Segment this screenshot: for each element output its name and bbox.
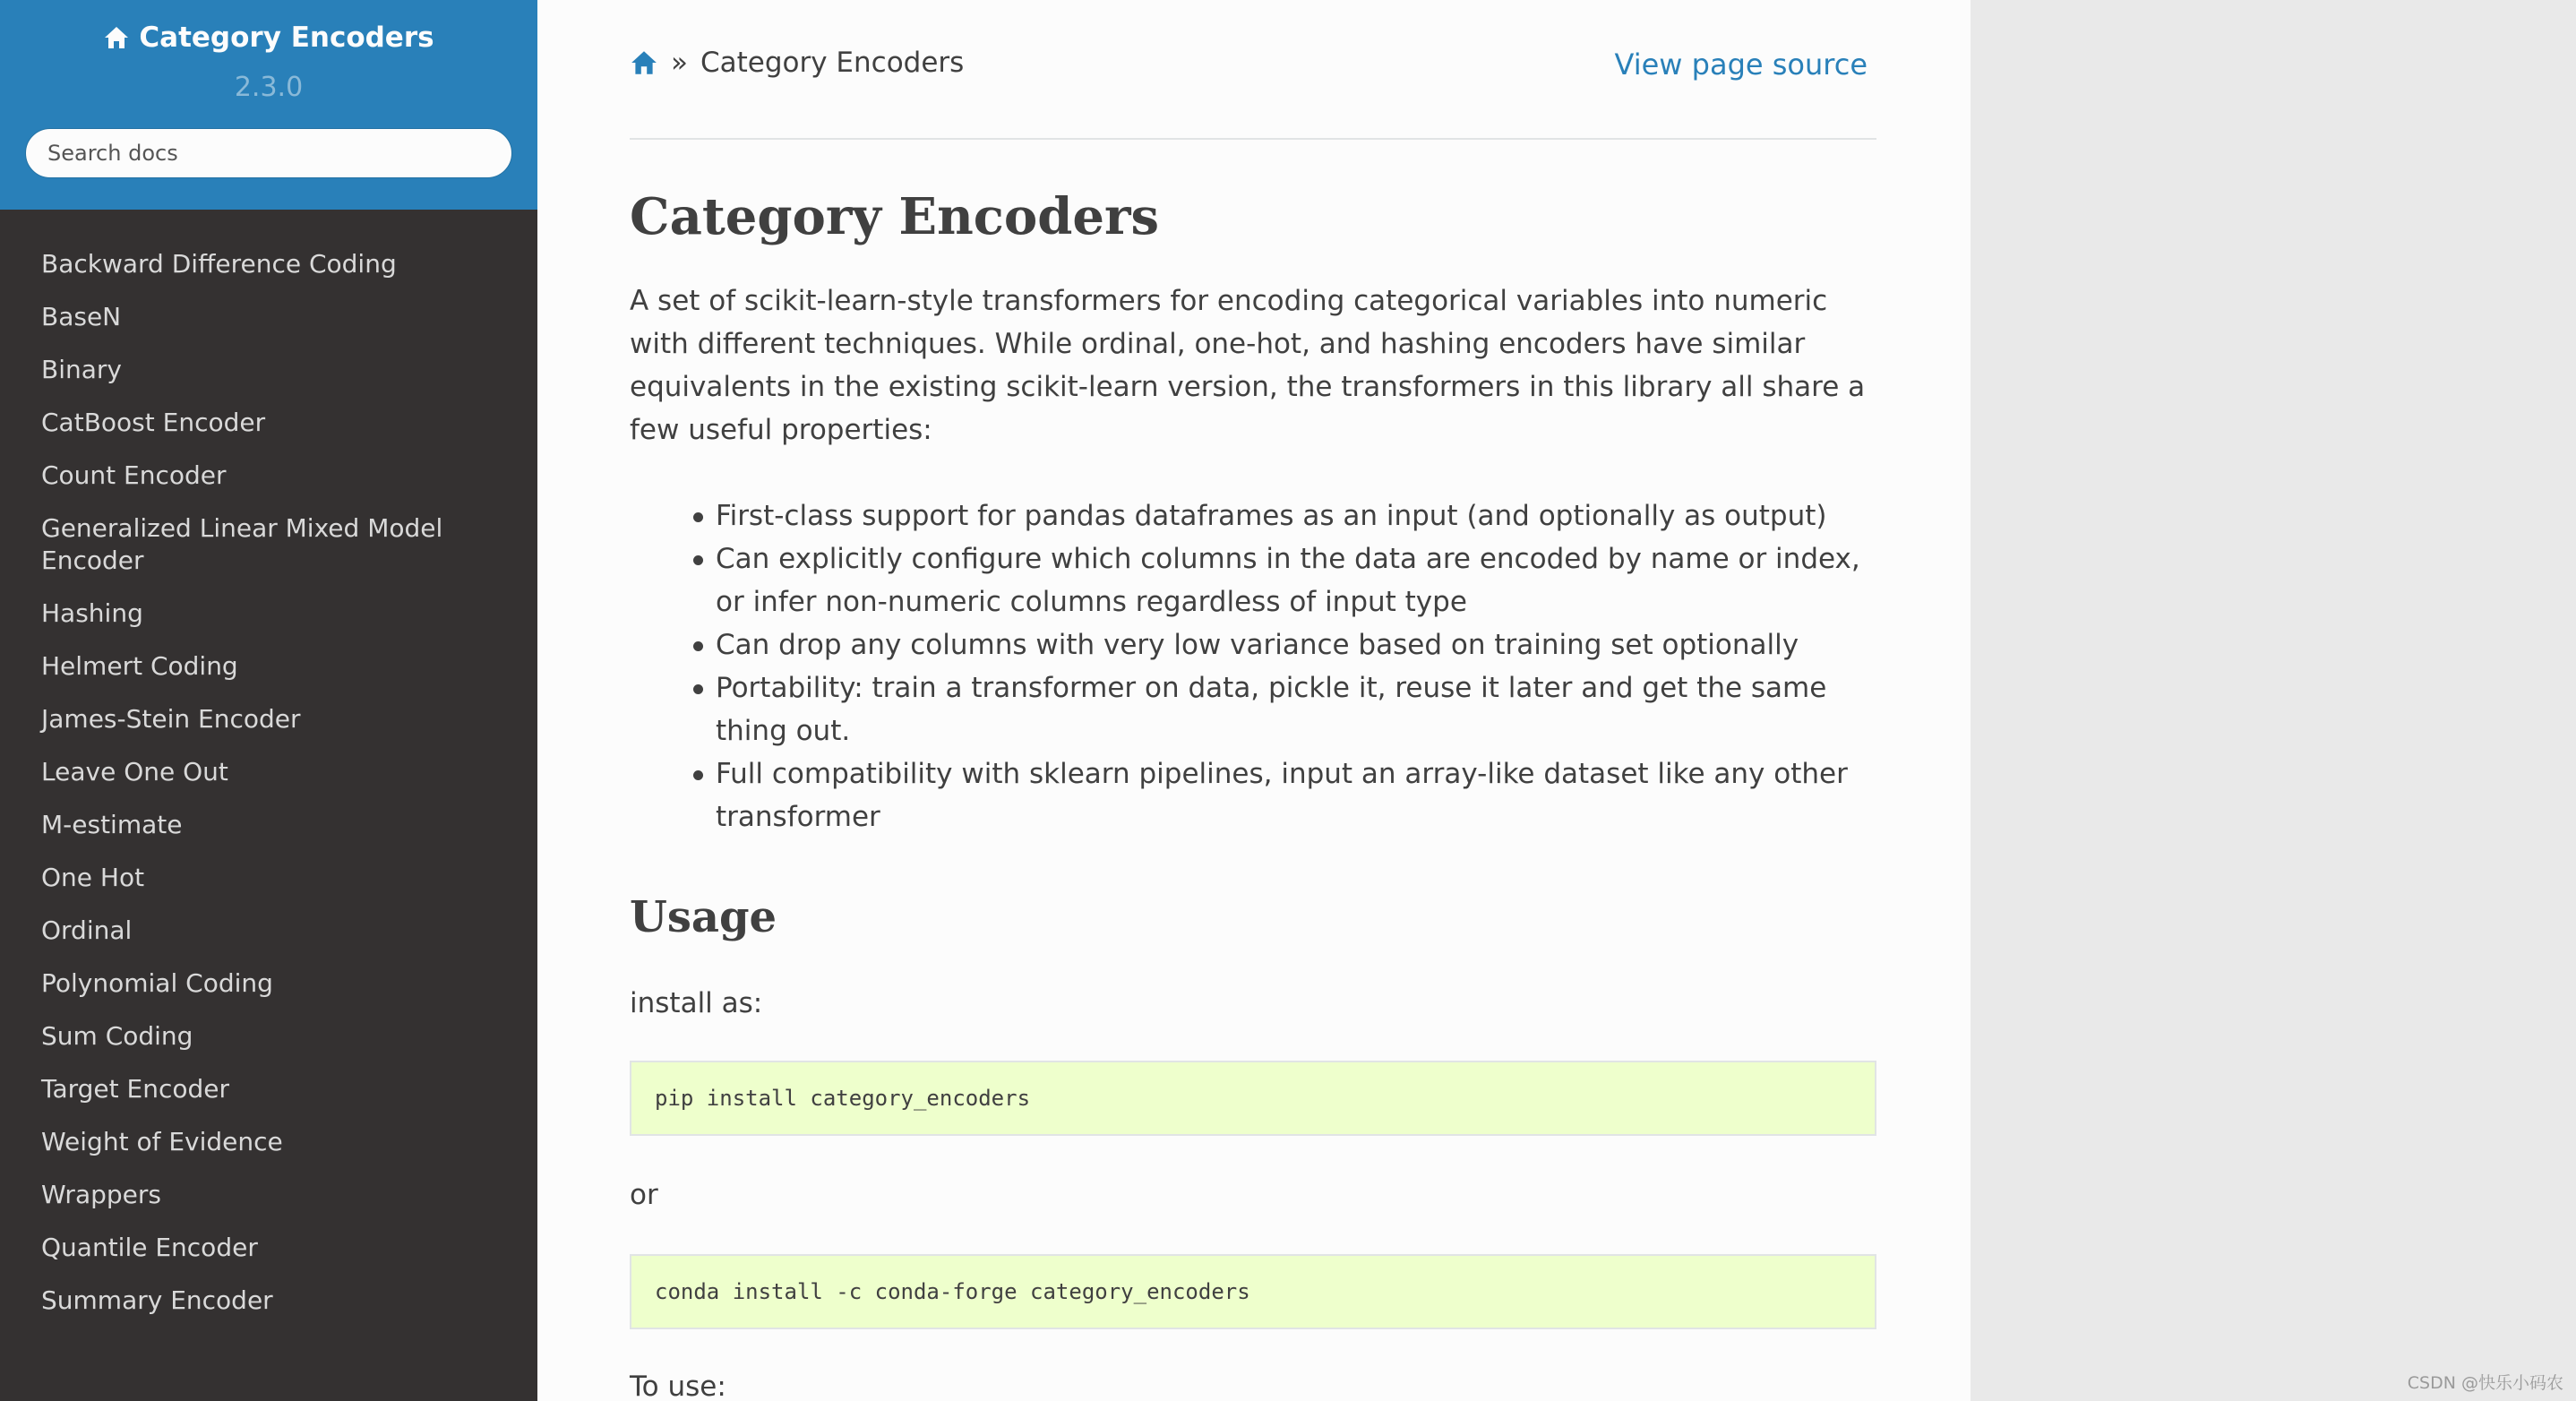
toc-menu	[0, 210, 537, 1328]
breadcrumb-current: Category Encoders	[700, 47, 965, 79]
sidebar-item-backward-difference[interactable]: Backward Difference Coding	[41, 249, 397, 279]
home-icon[interactable]	[630, 49, 658, 76]
main-content	[537, 0, 1971, 1401]
breadcrumb	[630, 0, 1876, 140]
sidebar-item-james-stein[interactable]: James-Stein Encoder	[41, 704, 301, 734]
sidebar-item-basen[interactable]: BaseN	[41, 302, 122, 331]
usage-heading: Usage	[630, 892, 777, 942]
sidebar-item-ordinal[interactable]: Ordinal	[41, 915, 133, 945]
watermark: CSDN @快乐小码农	[2407, 1373, 2563, 1393]
pip-code-block: pip install category_encoders	[630, 1061, 1876, 1136]
sidebar-header	[0, 0, 537, 210]
list-item: Can drop any columns with very low variance based on training set optionally	[716, 623, 1876, 666]
brand-title: Category Encoders	[139, 21, 434, 54]
sidebar-item-one-hot[interactable]: One Hot	[41, 863, 145, 892]
or-text: or	[630, 1179, 658, 1211]
list-item: Portability: train a transformer on data, pickle it, reuse it later and get the same thing out.	[716, 666, 1876, 752]
sidebar-item-quantile[interactable]: Quantile Encoder	[41, 1233, 258, 1262]
sidebar-item-hashing[interactable]: Hashing	[41, 598, 143, 628]
sidebar-item-target[interactable]: Target Encoder	[41, 1074, 229, 1104]
sidebar-item-polynomial[interactable]: Polynomial Coding	[41, 968, 273, 998]
view-source-link[interactable]: View page source	[1614, 47, 1868, 82]
sidebar-item-m-estimate[interactable]: M-estimate	[41, 810, 183, 839]
sidebar-item-count[interactable]: Count Encoder	[41, 460, 227, 490]
home-icon	[103, 25, 130, 50]
sidebar-item-sum[interactable]: Sum Coding	[41, 1021, 193, 1051]
sidebar-item-glmm[interactable]: Generalized Linear Mixed Model Encoder	[41, 513, 443, 575]
sidebar-item-leave-one-out[interactable]: Leave One Out	[41, 757, 228, 786]
sidebar-item-woe[interactable]: Weight of Evidence	[41, 1127, 283, 1156]
sidebar-item-catboost[interactable]: CatBoost Encoder	[41, 408, 266, 437]
intro-paragraph: A set of scikit-learn-style transformers for encoding categorical variables into numeric with different techniques. While ordinal, one-hot, and hashing encoders have similar equivalents in the existing scikit-learn version, the transformers in this library all share a few useful properties:	[630, 285, 1866, 446]
properties-list	[630, 494, 1876, 838]
sidebar	[0, 0, 537, 1401]
list-item: First-class support for pandas dataframes as an input (and optionally as output)	[716, 494, 1876, 537]
version-label: 2.3.0	[234, 72, 304, 103]
search-input[interactable]	[25, 128, 512, 178]
page-title: Category Encoders	[630, 187, 1160, 246]
sidebar-item-wrappers[interactable]: Wrappers	[41, 1180, 161, 1209]
breadcrumb-separator: »	[671, 47, 688, 79]
install-as-text: install as:	[630, 987, 763, 1019]
breadcrumb-trail	[630, 47, 964, 79]
to-use-text: To use:	[630, 1371, 726, 1401]
conda-code-block: conda install -c conda-forge category_encoders	[630, 1254, 1876, 1329]
sidebar-item-summary[interactable]: Summary Encoder	[41, 1285, 273, 1315]
document	[630, 0, 1876, 1401]
brand-link[interactable]	[103, 21, 434, 54]
sidebar-item-helmert[interactable]: Helmert Coding	[41, 651, 238, 681]
sidebar-item-binary[interactable]: Binary	[41, 355, 122, 384]
list-item: Full compatibility with sklearn pipelines, input an array-like dataset like any other transformer	[716, 752, 1876, 838]
list-item: Can explicitly configure which columns in the data are encoded by name or index, or infer non-numeric columns regardless of input type	[716, 537, 1876, 623]
